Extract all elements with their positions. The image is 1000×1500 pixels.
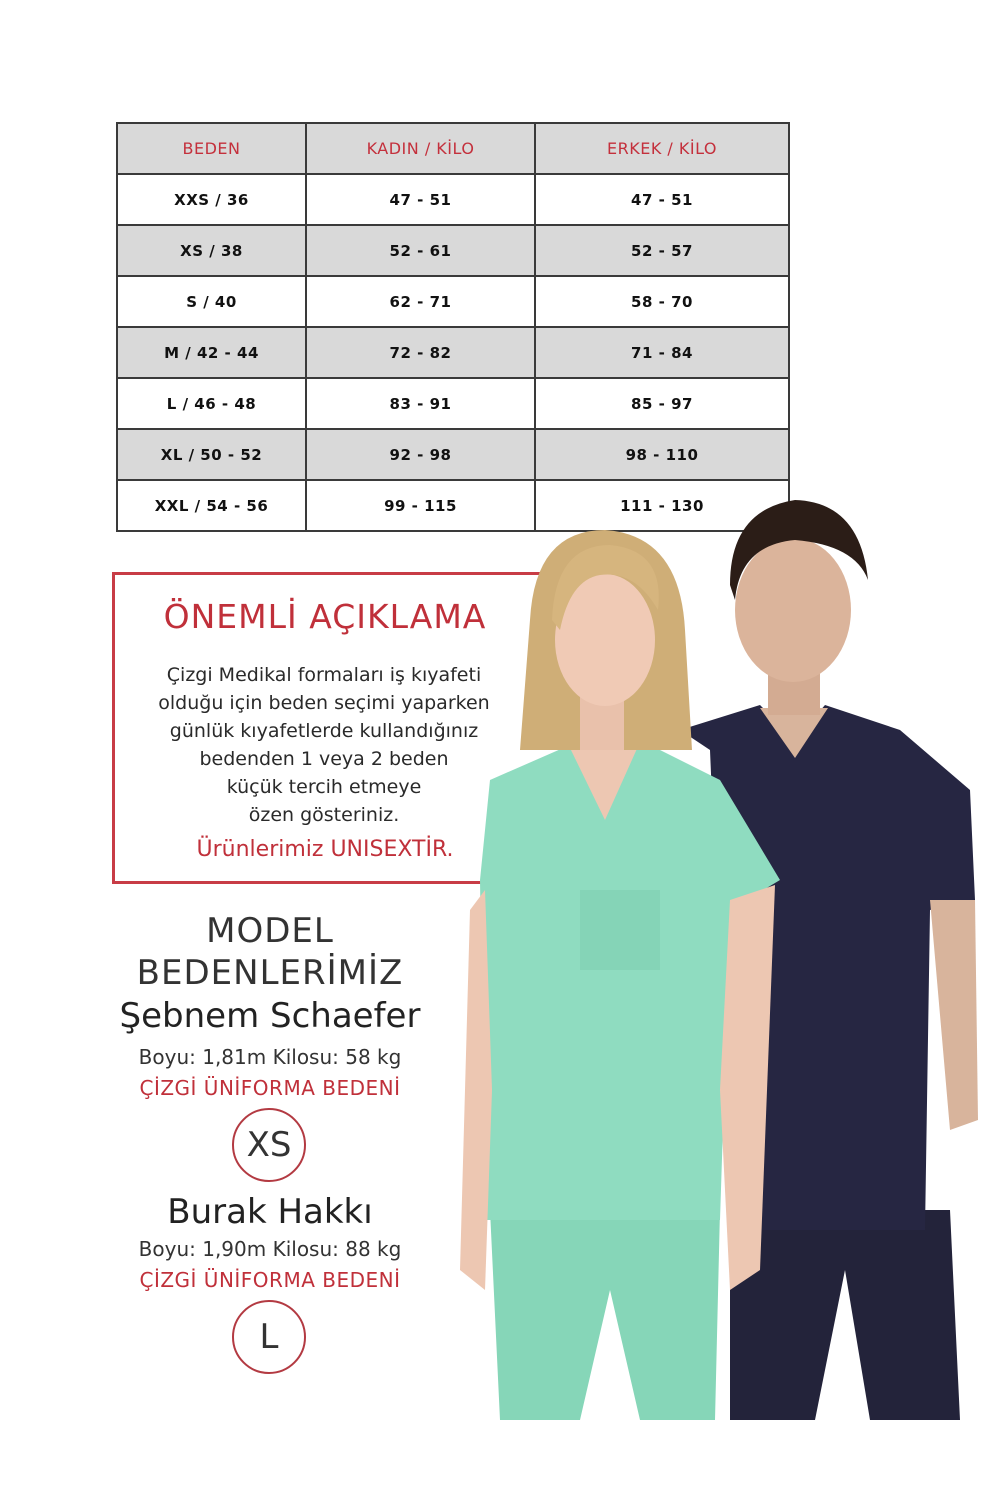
male-weight-cell: 71 - 84 (535, 327, 789, 378)
size-cell: S / 40 (117, 276, 306, 327)
male-weight-cell: 52 - 57 (535, 225, 789, 276)
male-weight-cell: 47 - 51 (535, 174, 789, 225)
male-weight-cell: 111 - 130 (535, 480, 789, 531)
male-weight-cell: 98 - 110 (535, 429, 789, 480)
model-heading-line: MODEL (206, 911, 334, 951)
notice-line: özen gösteriniz. (248, 804, 400, 826)
size-cell: XS / 38 (117, 225, 306, 276)
female-weight-cell: 99 - 115 (306, 480, 535, 531)
model-heading-line: BEDENLERİMİZ (136, 953, 404, 993)
table-row (117, 174, 789, 225)
header-kadin-kilo: KADIN / KİLO (306, 123, 535, 174)
male-size-label: ÇİZGİ ÜNİFORMA BEDENİ (139, 1268, 401, 1292)
male-size-badge: L (232, 1300, 306, 1374)
male-model-name: Burak Hakkı (167, 1192, 373, 1232)
female-size-label: ÇİZGİ ÜNİFORMA BEDENİ (139, 1076, 401, 1100)
male-weight-cell: 58 - 70 (535, 276, 789, 327)
size-chart-table (116, 122, 790, 532)
table-header-row (117, 123, 789, 174)
female-weight-cell: 83 - 91 (306, 378, 535, 429)
male-weight-cell: 85 - 97 (535, 378, 789, 429)
female-weight-cell: 52 - 61 (306, 225, 535, 276)
male-model-stats: Boyu: 1,90m Kilosu: 88 kg (138, 1237, 402, 1261)
female-size-badge: XS (232, 1108, 306, 1182)
female-weight-cell: 92 - 98 (306, 429, 535, 480)
female-weight-cell: 72 - 82 (306, 327, 535, 378)
models-photo (430, 490, 1000, 1420)
female-weight-cell: 47 - 51 (306, 174, 535, 225)
table-row (117, 378, 789, 429)
header-beden: BEDEN (117, 123, 306, 174)
notice-line: küçük tercih etmeye (226, 776, 422, 798)
size-cell: M / 42 - 44 (117, 327, 306, 378)
header-erkek-kilo: ERKEK / KİLO (535, 123, 789, 174)
notice-line: günlük kıyafetlerde kullandığınız (169, 720, 479, 742)
table-row (117, 429, 789, 480)
size-cell: XL / 50 - 52 (117, 429, 306, 480)
model-sizes-heading (110, 910, 430, 994)
size-cell: XXS / 36 (117, 174, 306, 225)
notice-line: Çizgi Medikal formaları iş kıyafeti (166, 664, 482, 686)
notice-title: ÖNEMLİ AÇIKLAMA (163, 597, 487, 636)
notice-line: olduğu için beden seçimi yaparken (158, 692, 490, 714)
table-row (117, 225, 789, 276)
female-model-name: Şebnem Schaefer (119, 996, 421, 1036)
female-model-stats: Boyu: 1,81m Kilosu: 58 kg (138, 1045, 402, 1069)
notice-footer: Ürünlerimiz UNISEXTİR. (196, 837, 454, 862)
female-model-figure (460, 530, 780, 1420)
size-cell: L / 46 - 48 (117, 378, 306, 429)
female-weight-cell: 62 - 71 (306, 276, 535, 327)
table-row (117, 276, 789, 327)
table-row (117, 327, 789, 378)
notice-line: bedenden 1 veya 2 beden (199, 748, 449, 770)
size-cell: XXL / 54 - 56 (117, 480, 306, 531)
